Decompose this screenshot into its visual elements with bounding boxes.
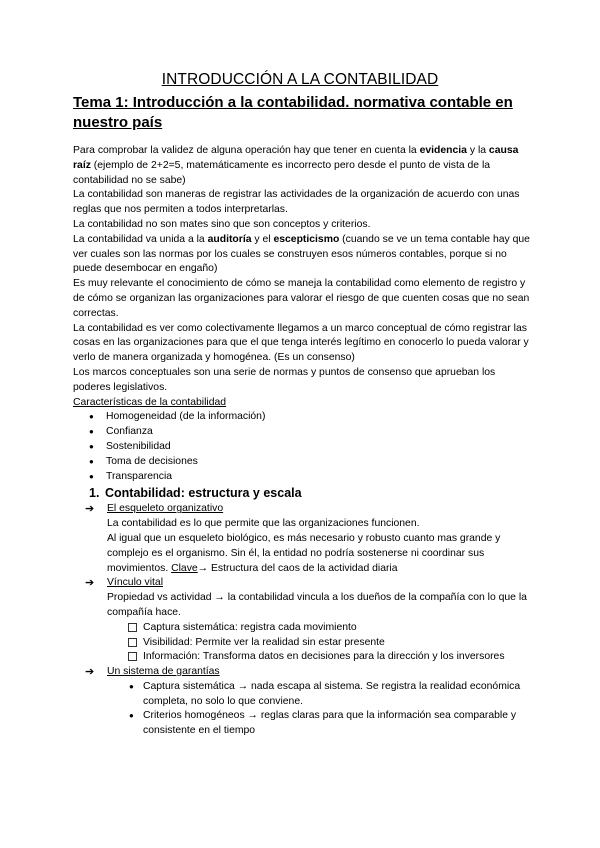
- list-item: ● Criterios homogéneos → reglas claras para que la información sea comparable y consistente en el tiempo: [129, 710, 517, 737]
- arrow-right-icon: ➔: [85, 503, 95, 516]
- arrow-right-icon: ➔: [85, 577, 95, 590]
- list-item: ● Homogeneidad (de la información): [73, 410, 533, 425]
- paragraph: Propiedad vs actividad → la contabilidad vincula a los dueños de la compañía con lo que la compañía hace.: [107, 592, 527, 618]
- list-item: ● Transparencia: [73, 470, 533, 485]
- list-item: ● Confianza: [73, 425, 533, 440]
- section-heading: 1. Contabilidad: estructura y escala: [89, 486, 302, 501]
- section-item: ➔ Un sistema de garantías: [85, 666, 220, 679]
- bullet-icon: ●: [129, 711, 134, 721]
- paragraph: Los marcos conceptuales son una serie de normas y puntos de consenso que aprueban los poderes legislativos.: [73, 366, 496, 393]
- checkbox-icon[interactable]: [128, 652, 137, 661]
- document-body: [73, 144, 533, 739]
- section-item: ➔ El esqueleto organizativo: [85, 503, 224, 516]
- list-item: ● Toma de decisiones: [73, 455, 533, 470]
- checkbox-icon[interactable]: [128, 623, 137, 632]
- checklist-item: Información: Transforma datos en decisiones para la dirección y los inversores: [73, 650, 533, 665]
- paragraph: La contabilidad son maneras de registrar las actividades de la organización de acuerdo con unas reglas que nos permiten a todos interpretarlas.: [73, 189, 520, 216]
- paragraph: La contabilidad es lo que permite que las organizaciones funcionen.: [107, 518, 420, 530]
- paragraph: Al igual que un esqueleto biológico, es más necesario y robusto cuanto mas grande y complejo es el organismo. Sin él, la entidad no podría sostenerse ni coordinar sus movimientos. Clave→ Estructura del caos de la actividad diaria: [107, 532, 501, 574]
- section-item: ➔ Vínculo vital: [85, 577, 164, 590]
- checklist-item: Captura sistemática: registra cada movimiento: [73, 621, 533, 636]
- paragraph: La contabilidad no son mates sino que son conceptos y criterios.: [73, 218, 371, 230]
- bullet-icon: ●: [129, 681, 134, 691]
- list-item: ● Captura sistemática → nada escapa al sistema. Se registra la realidad económica completa, no solo lo que conviene.: [129, 680, 521, 707]
- checklist-item: Visibilidad: Permite ver la realidad sin estar presente: [73, 636, 533, 651]
- characteristics-title: Características de la contabilidad: [73, 396, 227, 408]
- document-title: INTRODUCCIÓN A LA CONTABILIDAD: [161, 71, 439, 88]
- paragraph: Para comprobar la validez de alguna operación hay que tener en cuenta la evidencia y la causa raíz (ejemplo de 2+2=5, matemáticamente es incorrecto pero desde el punto de vista de la contabilidad no se sabe): [73, 145, 519, 186]
- topic-heading: Tema 1: Introducción a la contabilidad. normativa contable en nuestro país: [73, 94, 513, 131]
- paragraph: La contabilidad es ver como colectivamente llegamos a un marco conceptual de cómo registrar las cosas en las organizaciones para que el que tenga interés legítimo en conocerlo lo pueda valorar y verlo de manera organizada y homogénea. (Es un consenso): [73, 322, 529, 364]
- checkbox-icon[interactable]: [128, 638, 137, 647]
- list-item: ● Sostenibilidad: [73, 440, 533, 455]
- paragraph: La contabilidad va unida a la auditoría y el escepticismo (cuando se ve un tema contable hay que ver cuales son las normas por los cuales se construyen esos números contables, porque si no puede desembocar en engaño): [73, 233, 530, 275]
- paragraph: Es muy relevante el conocimiento de cómo se maneja la contabilidad como elemento de registro y de cómo se organizan las organizaciones para valorar el riesgo de que cuenten cosas que no sean correctas.: [73, 278, 530, 319]
- arrow-right-icon: ➔: [85, 666, 95, 679]
- characteristics-list: [73, 410, 533, 484]
